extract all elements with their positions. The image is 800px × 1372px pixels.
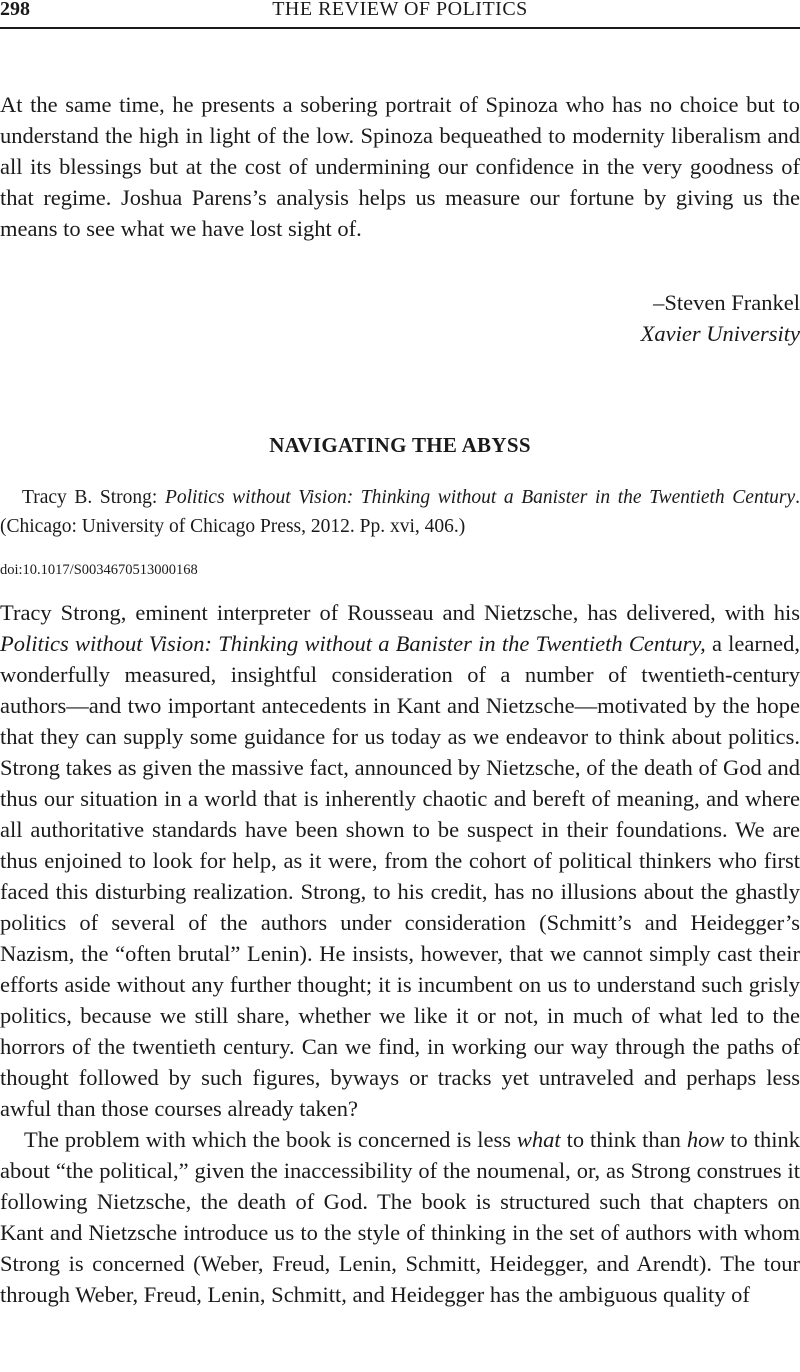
paragraph-1-book-title: Politics without Vision: Thinking without a Banister in the Twentieth Century, bbox=[0, 631, 706, 656]
body-paragraph-2 bbox=[0, 1124, 800, 1310]
paragraph-1-lead: Tracy Strong, eminent interpreter of Rousseau and Nietzsche, has delivered, with his bbox=[0, 600, 800, 625]
page-number: 298 bbox=[0, 0, 30, 20]
running-head bbox=[0, 0, 800, 24]
reviewer-name: –Steven Frankel bbox=[653, 290, 800, 315]
paragraph-1-rest: a learned, wonderfully measured, insightful consideration of a number of twentieth-century authors—and two important antecedents in Kant and Nietzsche—motivated by the hope that they can supply some guidance for us today as we endeavor to think about politics. Strong takes as given the massive fact, announced by Nietzsche, of the death of God and thus our situation in a world that is inherently chaotic and bereft of meaning, and where all authoritative standards have been shown to be suspect in their foundations. We are thus enjoined to look for help, as it were, from the cohort of political thinkers who first faced this disturbing realization. Strong, to his credit, has no illusions about the ghastly politics of several of the authors under consideration (Schmitt’s and Heidegger’s Nazism, the “often brutal” Lenin). He insists, however, that we cannot simply cast their efforts aside without any further thought; it is incumbent on us to understand such grisly politics, because we still share, whether we like it or not, in much of what led to the horrors of the twentieth century. Can we find, in working our way through the paths of thought followed by such figures, byways or tracks yet untraveled and perhaps less awful than those courses already taken? bbox=[0, 631, 800, 1121]
citation-publication: . (Chicago: University of Chicago Press, 2012. Pp. xvi, 406.) bbox=[0, 487, 800, 537]
reviewer-signature bbox=[0, 287, 800, 349]
paragraph-2-part-1: The problem with which the book is concerned is less bbox=[24, 1127, 517, 1152]
doi-line: doi:10.1017/S0034670513000168 bbox=[0, 562, 198, 578]
citation-line bbox=[0, 483, 800, 541]
paragraph-2-emphasis-how: how bbox=[686, 1127, 725, 1152]
closing-paragraph: At the same time, he presents a sobering portrait of Spinoza who has no choice but to understand the high in light of the low. Spinoza bequeathed to modernity liberalism and all its blessings but at the cost of undermining our confidence in the very goodness of that regime. Joshua Parens’s analysis helps us measure our fortune by giving us the means to see what we have lost sight of. bbox=[0, 92, 800, 241]
paragraph-2-part-2: to think than bbox=[560, 1127, 687, 1152]
paragraph-2-emphasis-what: what bbox=[516, 1127, 561, 1152]
citation-author: Tracy B. Strong: bbox=[22, 487, 165, 508]
previous-review-closing bbox=[0, 89, 800, 244]
review-title: NAVIGATING THE ABYSS bbox=[269, 433, 531, 457]
review-body bbox=[0, 597, 800, 1310]
book-citation bbox=[0, 483, 800, 541]
citation-book-title: Politics without Vision: Thinking without a Banister in the Twentieth Century bbox=[164, 487, 796, 508]
body-paragraph-1 bbox=[0, 597, 800, 1124]
paragraph-2-part-3: to think about “the political,” given the inaccessibility of the noumenal, or, as Strong construes it following Nietzsche, the death of God. The book is structured such that chapters on Kant and Nietzsche introduce us to the style of thinking in the set of authors with whom Strong is concerned (Weber, Freud, Lenin, Schmitt, Heidegger, and Arendt). The tour through Weber, Freud, Lenin, Schmitt, and Heidegger has the ambiguous quality of bbox=[0, 1127, 800, 1307]
header-rule bbox=[0, 27, 800, 29]
journal-title: THE REVIEW OF POLITICS bbox=[272, 0, 528, 20]
reviewer-affiliation: Xavier University bbox=[640, 321, 800, 346]
